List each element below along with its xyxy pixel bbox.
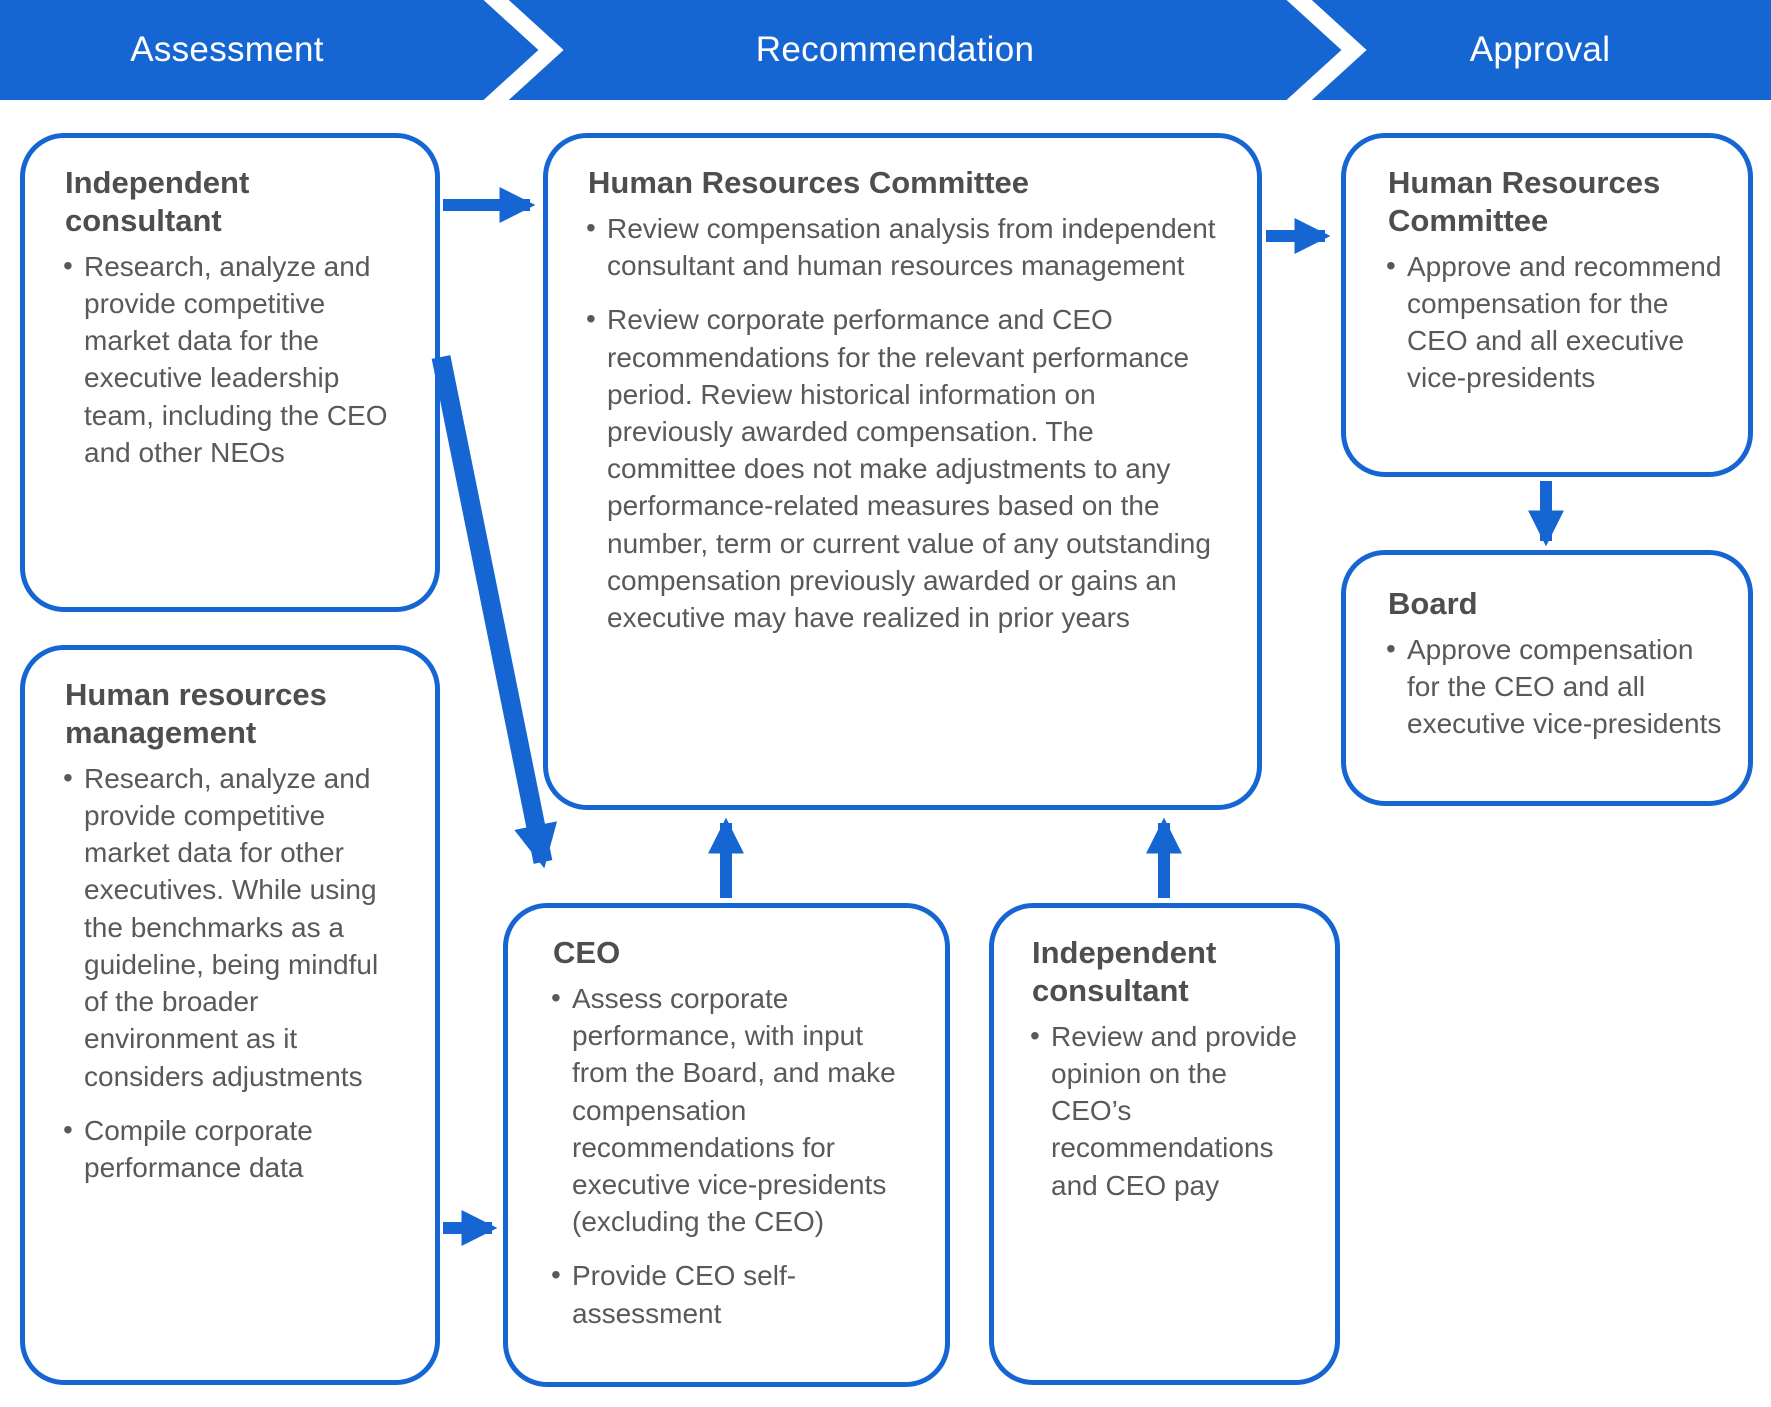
bullet-item: • Approve and recommend compensation for the CEO and all executive vice-presidents <box>1388 248 1722 397</box>
bullet-item: • Research, analyze and provide competitive market data for other executives. While using the benchmarks as a guideline, being mindful of the broader environment as it considers adjustments <box>65 760 409 1095</box>
box-bullet-list <box>65 760 409 1187</box>
box-bullet-list <box>1388 248 1722 397</box>
box-human-resources-management <box>20 645 440 1385</box>
box-title: Independent consultant <box>65 165 250 238</box>
box-human-resources-committee-approval <box>1341 133 1753 477</box>
box-bullet-list <box>553 980 919 1332</box>
box-bullet-list <box>1032 1018 1315 1204</box>
phase-label-recommendation: Recommendation <box>755 30 1035 69</box>
bullet-item: • Approve compensation for the CEO and all executive vice-presidents <box>1388 631 1722 743</box>
box-title: Independent consultant <box>1032 935 1217 1008</box>
arrow-independent-consultant-to-ceo <box>441 357 543 862</box>
phase-label-assessment: Assessment <box>130 30 324 69</box>
box-independent-consultant-assessment <box>20 133 440 612</box>
phase-label-approval: Approval <box>1469 30 1611 69</box>
bullet-item: • Research, analyze and provide competitive market data for the executive leadership team, including the CEO and other NEOs <box>65 248 409 471</box>
box-title: Board <box>1388 586 1478 621</box>
bullet-item: • Review compensation analysis from independent consultant and human resources management <box>588 210 1217 284</box>
box-board <box>1341 550 1753 806</box>
process-phase-banner <box>0 0 1771 100</box>
box-title: Human Resources Committee <box>1388 165 1661 238</box>
box-bullet-list <box>1388 631 1722 743</box>
bullet-item: • Assess corporate performance, with input from the Board, and make compensation recommendations for executive vice-presidents (excluding the CEO) <box>553 980 919 1241</box>
bullet-item: • Review corporate performance and CEO recommendations for the relevant performance period. Review historical information on previously awarded compensation. The committee does not make adjustments to any performance-related measures based on the number, term or current value of any outstanding compensation previously awarded or gains an executive may have realized in prior years <box>588 301 1217 636</box>
box-title: Human Resources Committee <box>588 165 1030 200</box>
box-ceo <box>503 903 950 1387</box>
chevron-right-icon <box>1286 0 1354 100</box>
box-independent-consultant-recommendation <box>989 903 1340 1385</box>
box-title: Human resources management <box>65 677 327 750</box>
bullet-item: • Review and provide opinion on the CEO’s recommendations and CEO pay <box>1032 1018 1315 1204</box>
box-title: CEO <box>553 935 621 970</box>
bullet-item: • Compile corporate performance data <box>65 1112 409 1186</box>
bullet-item: • Provide CEO self-assessment <box>553 1257 919 1331</box>
box-human-resources-committee-recommendation <box>543 133 1262 810</box>
chevron-right-icon <box>483 0 551 100</box>
box-bullet-list <box>65 248 409 471</box>
box-bullet-list <box>588 210 1217 637</box>
